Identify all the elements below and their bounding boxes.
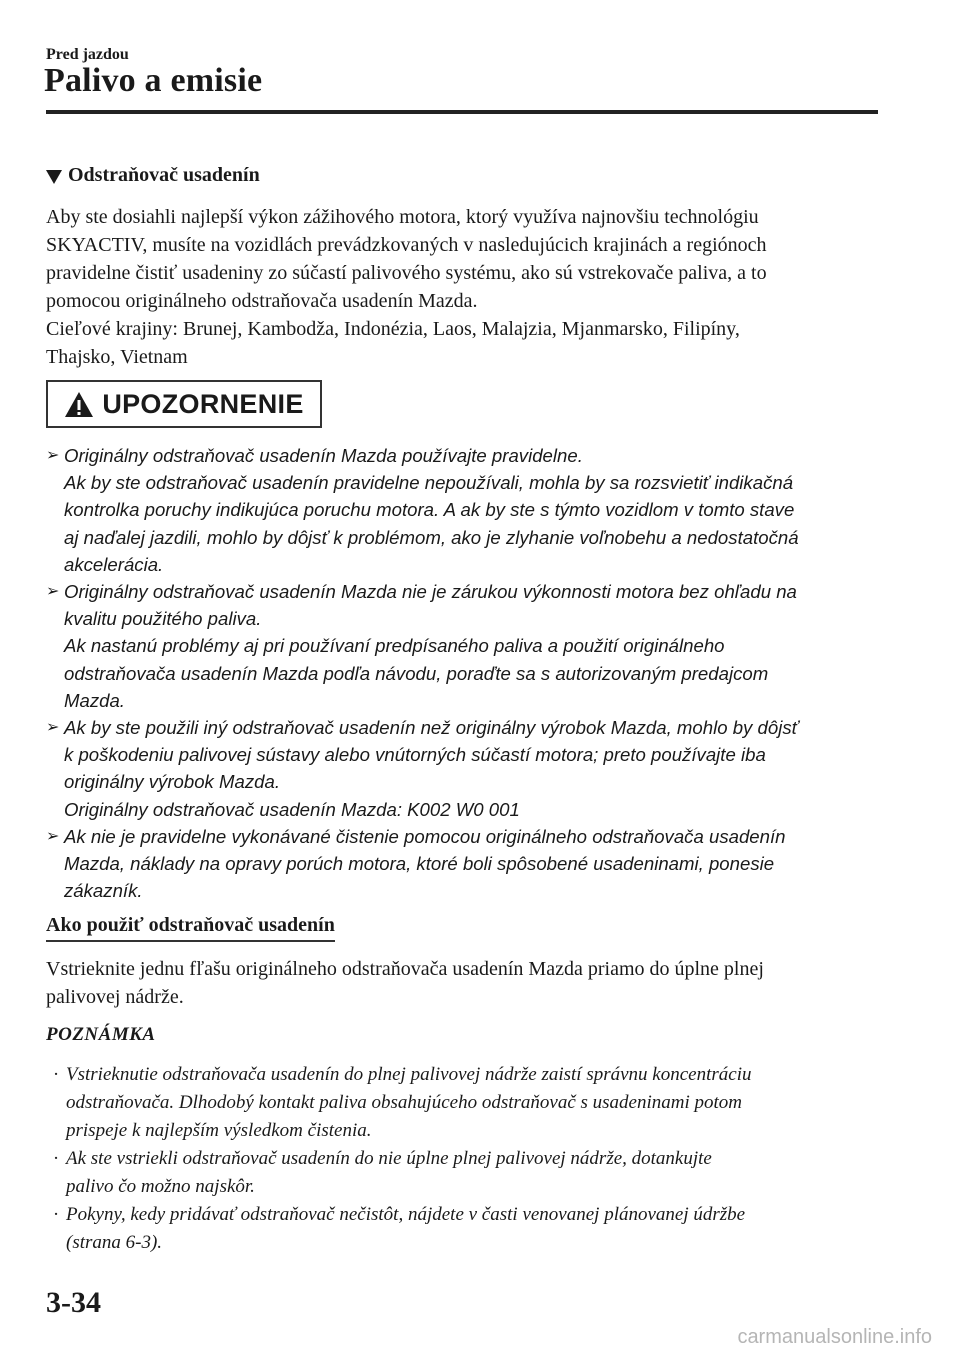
- warning-triangle-icon: [64, 391, 94, 418]
- note-item: [46, 1145, 886, 1201]
- note-line: odstraňovača. Dlhodobý kontakt paliva obsahujúceho odstraňovač s usadeninami potom: [66, 1092, 743, 1113]
- warning-line: aj naďalej jazdili, mohlo by dôjsť k problémom, ako je zlyhanie voľnobehu a nedostatočná: [64, 526, 799, 548]
- note-item: [46, 1061, 886, 1145]
- note-line: Vstrieknutie odstraňovača usadenín do plnej palivovej nádrže zaistí správnu koncentráciu: [66, 1064, 752, 1085]
- arrow-bullet-icon: ➢: [46, 447, 60, 464]
- arrow-bullet-icon: ➢: [46, 583, 60, 601]
- note-line: prispeje k najlepším výsledkom čistenia.: [66, 1120, 372, 1141]
- intro-line: Thajsko, Vietnam: [46, 346, 188, 368]
- warning-line: Ak nastanú problémy aj pri používaní predpísaného paliva a použití originálneho: [64, 635, 725, 657]
- note-list: [46, 1061, 886, 1257]
- warning-line: originálny výrobok Mazda.: [64, 771, 280, 793]
- warning-line: kontrolka poruchy indikujúca poruchu motora. A ak by ste s týmto vozidlom v tomto stave: [64, 499, 795, 521]
- warning-item: [46, 823, 886, 905]
- warning-box: [46, 380, 322, 428]
- warning-line: k poškodeniu palivovej sústavy alebo vnútorných súčastí motora; preto používajte iba: [64, 744, 766, 766]
- warning-line: Ak by ste odstraňovač usadenín pravidelne nepoužívali, mohla by sa rozsvietiť indikačná: [64, 472, 794, 494]
- how-to-paragraph: [46, 955, 876, 1011]
- warning-line: Mazda, náklady na opravy porúch motora, ktoré boli spôsobené usadeninami, ponesie: [64, 853, 775, 875]
- intro-line: pomocou originálneho odstraňovača usadenín Mazda.: [46, 290, 478, 312]
- warning-list: [46, 442, 886, 904]
- note-line: (strana 6-3).: [66, 1232, 163, 1253]
- subsection-heading: [46, 164, 260, 187]
- bullet-dot-icon: ·: [52, 1064, 60, 1085]
- bullet-dot-icon: ·: [52, 1204, 60, 1225]
- subsection-title: Odstraňovač usadenín: [68, 164, 260, 186]
- warning-line: zákazník.: [64, 880, 143, 902]
- warning-label: UPOZORNENIE: [102, 388, 304, 419]
- note-line: Pokyny, kedy pridávať odstraňovač nečistôt, nájdete v časti venovanej plánovanej údržbe: [66, 1204, 746, 1225]
- note-line: Ak ste vstriekli odstraňovač usadenín do nie úplne plnej palivovej nádrže, dotankujte: [66, 1148, 712, 1169]
- note-title: POZNÁMKA: [46, 1024, 156, 1045]
- page-number: 3-34: [46, 1286, 101, 1319]
- intro-line: Cieľové krajiny: Brunej, Kambodža, Indonézia, Laos, Malajzia, Mjanmarsko, Filipíny,: [46, 318, 740, 340]
- page-title: Palivo a emisie: [44, 62, 263, 99]
- intro-line: SKYACTIV, musíte na vozidlách prevádzkovaných v nasledujúcich krajinách a regiónoch: [46, 234, 767, 256]
- bullet-dot-icon: ·: [52, 1148, 60, 1169]
- warning-item: [46, 442, 886, 578]
- warning-line: Originálny odstraňovač usadenín Mazda nie je zárukou výkonnosti motora bez ohľadu na: [64, 581, 797, 603]
- heading-rule: [46, 110, 878, 114]
- intro-line: Aby ste dosiahli najlepší výkon zážihového motora, ktorý využíva najnovšiu technológiu: [46, 206, 759, 228]
- arrow-bullet-icon: ➢: [46, 827, 60, 845]
- arrow-bullet-icon: ➢: [46, 719, 60, 737]
- intro-line: pravidelne čistiť usadeniny zo súčastí palivového systému, ako sú vstrekovače paliva, a to: [46, 262, 767, 284]
- warning-line: Ak by ste použili iný odstraňovač usadenín než originálny výrobok Mazda, mohlo by dôjsť: [64, 717, 799, 739]
- how-to-heading: Ako použiť odstraňovač usadenín: [46, 914, 335, 942]
- note-item: [46, 1201, 886, 1257]
- warning-line: Originálny odstraňovač usadenín Mazda používajte pravidelne.: [64, 445, 583, 466]
- warning-line: Mazda.: [64, 689, 125, 711]
- warning-line: Ak nie je pravidelne vykonávané čistenie pomocou originálneho odstraňovača usadenín: [64, 825, 786, 847]
- warning-item: [46, 714, 886, 823]
- warning-line: akcelerácia.: [64, 553, 164, 575]
- intro-paragraph: [46, 203, 876, 371]
- note-line: palivo čo možno najskôr.: [66, 1176, 255, 1197]
- warning-item: [46, 578, 886, 714]
- warning-line: kvalitu použitého paliva.: [64, 608, 262, 630]
- watermark: carmanualsonline.info: [737, 1326, 932, 1348]
- warning-line: odstraňovača usadenín Mazda podľa návodu, poraďte sa s autorizovaným predajcom: [64, 662, 769, 684]
- section-label: Pred jazdou: [46, 46, 129, 63]
- how-to-line: palivovej nádrže.: [46, 986, 184, 1008]
- triangle-bullet-icon: [46, 170, 62, 184]
- how-to-line: Vstrieknite jednu fľašu originálneho odstraňovača usadenín Mazda priamo do úplne plnej: [46, 958, 764, 980]
- warning-line: Originálny odstraňovač usadenín Mazda: K002 W0 001: [64, 798, 520, 820]
